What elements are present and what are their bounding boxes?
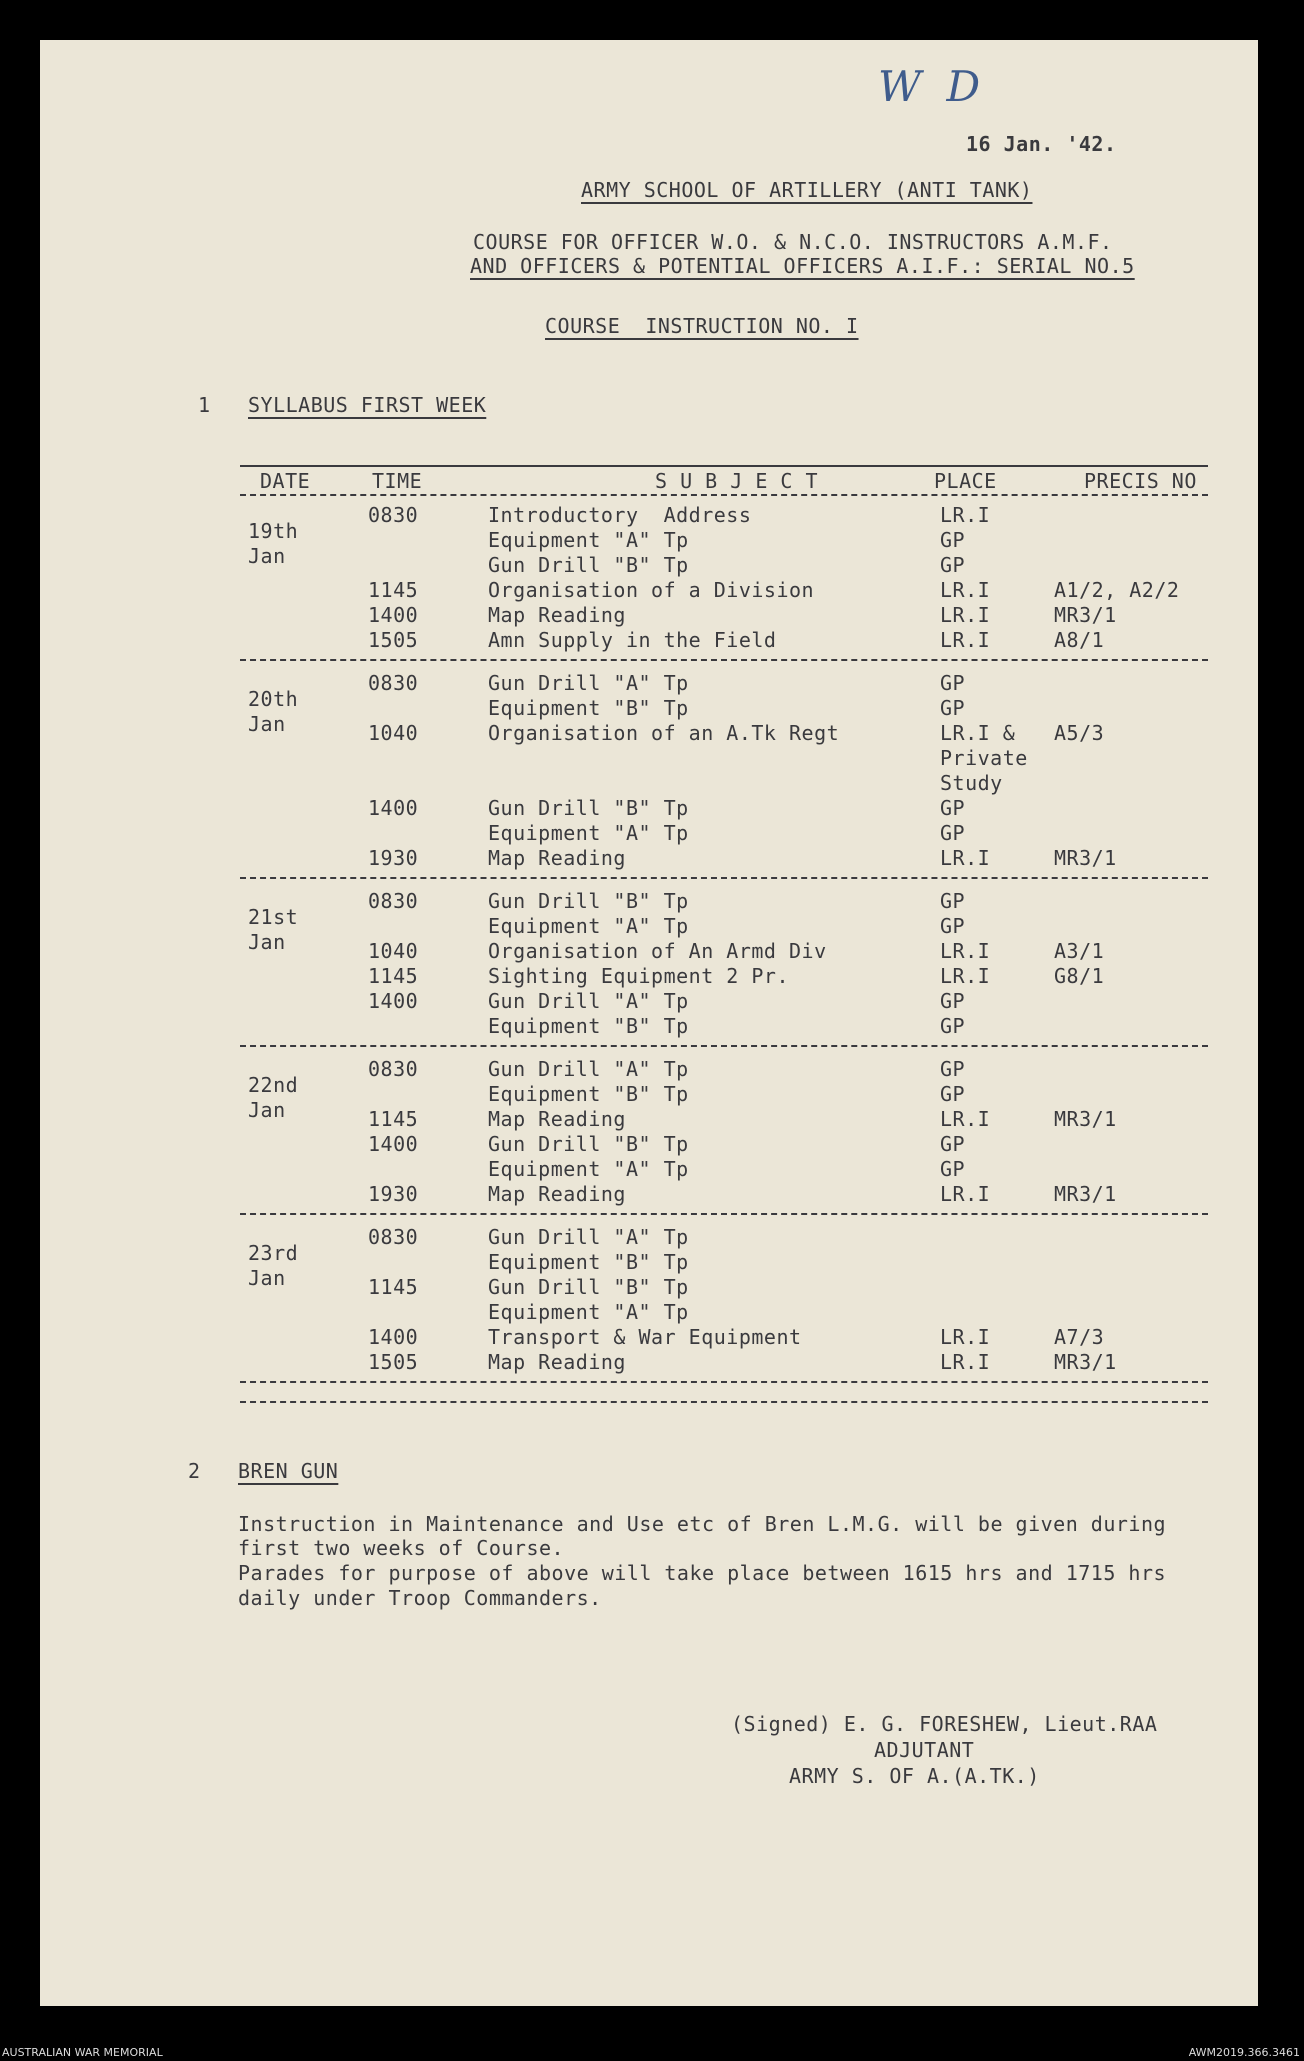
cell-place: GP xyxy=(940,1132,966,1156)
cell-place: GP xyxy=(940,889,966,913)
cell-place: LR.I xyxy=(940,1182,991,1206)
document-date: 16 Jan. '42. xyxy=(966,132,1117,156)
cell-subject: Map Reading xyxy=(488,1107,626,1131)
cell-place: GP xyxy=(940,553,966,577)
cell-time: 1505 xyxy=(368,628,419,652)
cell-place: GP xyxy=(940,528,966,552)
cell-place: GP xyxy=(940,989,966,1013)
cell-subject: Transport & War Equipment xyxy=(488,1325,802,1349)
cell-place: GP xyxy=(940,914,966,938)
cell-subject: Sighting Equipment 2 Pr. xyxy=(488,964,789,988)
cell-subject: Equipment "A" Tp xyxy=(488,528,689,552)
section-2-number: 2 xyxy=(188,1459,201,1483)
cell-subject: Gun Drill "A" Tp xyxy=(488,671,689,695)
cell-place: GP xyxy=(940,1057,966,1081)
cell-subject: Gun Drill "B" Tp xyxy=(488,1132,689,1156)
cell-precis: A8/1 xyxy=(1054,628,1105,652)
cell-subject: Equipment "A" Tp xyxy=(488,821,689,845)
cell-date: 22nd xyxy=(248,1073,299,1097)
table-divider xyxy=(240,659,1208,661)
handwritten-note: W D xyxy=(878,62,987,111)
cell-date: 21st xyxy=(248,905,299,929)
cell-place: LR.I xyxy=(940,1350,991,1374)
cell-precis: G8/1 xyxy=(1054,964,1105,988)
header-time: TIME xyxy=(372,469,423,493)
bren-text-line: daily under Troop Commanders. xyxy=(238,1586,602,1610)
cell-subject: Equipment "B" Tp xyxy=(488,696,689,720)
cell-place: GP xyxy=(940,696,966,720)
cell-subject: Map Reading xyxy=(488,1182,626,1206)
cell-subject: Gun Drill "B" Tp xyxy=(488,889,689,913)
cell-time: 1400 xyxy=(368,796,419,820)
cell-time: 0830 xyxy=(368,889,419,913)
cell-precis: A1/2, A2/2 xyxy=(1054,578,1180,602)
cell-date: Jan xyxy=(248,712,286,736)
cell-place: LR.I xyxy=(940,503,991,527)
header-subject: S U B J E C T xyxy=(655,469,819,493)
signature-line: (Signed) E. G. FORESHEW, Lieut.RAA xyxy=(731,1712,1158,1736)
cell-date: 20th xyxy=(248,687,299,711)
table-divider xyxy=(240,1213,1208,1215)
header-date: DATE xyxy=(260,469,311,493)
footer-right: AWM2019.366.3461 xyxy=(1188,2046,1300,2059)
cell-place: Study xyxy=(940,771,1003,795)
cell-date: Jan xyxy=(248,930,286,954)
course-line-1: COURSE FOR OFFICER W.O. & N.C.O. INSTRUCTORS A.M.F. xyxy=(473,230,1113,254)
school-title: ARMY SCHOOL OF ARTILLERY (ANTI TANK) xyxy=(581,178,1033,202)
footer-left: AUSTRALIAN WAR MEMORIAL xyxy=(2,2046,163,2059)
cell-subject: Gun Drill "B" Tp xyxy=(488,796,689,820)
cell-time: 1400 xyxy=(368,603,419,627)
bren-text-line: Instruction in Maintenance and Use etc of Bren L.M.G. will be given during xyxy=(238,1512,1167,1536)
cell-place: LR.I xyxy=(940,578,991,602)
cell-place: GP xyxy=(940,1082,966,1106)
cell-time: 1505 xyxy=(368,1350,419,1374)
cell-place: GP xyxy=(940,671,966,695)
section-2-title: BREN GUN xyxy=(238,1459,339,1483)
cell-time: 1400 xyxy=(368,989,419,1013)
signature-unit: ARMY S. OF A.(A.TK.) xyxy=(789,1764,1040,1788)
signature-rank: ADJUTANT xyxy=(874,1738,975,1762)
cell-subject: Gun Drill "B" Tp xyxy=(488,1275,689,1299)
cell-time: 0830 xyxy=(368,671,419,695)
section-1-number: 1 xyxy=(198,393,211,417)
cell-subject: Amn Supply in the Field xyxy=(488,628,777,652)
table-divider xyxy=(240,1381,1208,1383)
table-divider xyxy=(240,1045,1208,1047)
cell-precis: MR3/1 xyxy=(1054,846,1117,870)
header-precis: PRECIS NO xyxy=(1084,469,1197,493)
table-divider xyxy=(240,1401,1208,1403)
bren-text-line: first two weeks of Course. xyxy=(238,1536,565,1560)
cell-precis: A5/3 xyxy=(1054,721,1105,745)
cell-time: 0830 xyxy=(368,1225,419,1249)
cell-subject: Organisation of An Armd Div xyxy=(488,939,827,963)
cell-time: 0830 xyxy=(368,1057,419,1081)
table-divider xyxy=(240,494,1208,496)
cell-place: LR.I xyxy=(940,964,991,988)
cell-subject: Gun Drill "A" Tp xyxy=(488,1225,689,1249)
cell-subject: Map Reading xyxy=(488,603,626,627)
cell-time: 1145 xyxy=(368,1107,419,1131)
cell-subject: Gun Drill "A" Tp xyxy=(488,989,689,1013)
cell-subject: Equipment "A" Tp xyxy=(488,1300,689,1324)
cell-place: GP xyxy=(940,1014,966,1038)
course-line-2: AND OFFICERS & POTENTIAL OFFICERS A.I.F.: SERIAL NO.5 xyxy=(470,254,1135,278)
cell-date: 19th xyxy=(248,519,299,543)
cell-time: 1040 xyxy=(368,721,419,745)
cell-place: LR.I xyxy=(940,603,991,627)
instruction-title: COURSE INSTRUCTION NO. I xyxy=(545,314,859,338)
cell-time: 1145 xyxy=(368,964,419,988)
cell-place: LR.I xyxy=(940,939,991,963)
cell-place: LR.I xyxy=(940,628,991,652)
cell-place: LR.I xyxy=(940,1325,991,1349)
cell-place: LR.I & xyxy=(940,721,1016,745)
cell-date: Jan xyxy=(248,1098,286,1122)
cell-date: Jan xyxy=(248,544,286,568)
table-divider xyxy=(240,465,1208,467)
cell-time: 1145 xyxy=(368,578,419,602)
cell-subject: Equipment "B" Tp xyxy=(488,1014,689,1038)
cell-precis: MR3/1 xyxy=(1054,603,1117,627)
cell-time: 1930 xyxy=(368,1182,419,1206)
cell-precis: A3/1 xyxy=(1054,939,1105,963)
cell-time: 1040 xyxy=(368,939,419,963)
cell-subject: Organisation of an A.Tk Regt xyxy=(488,721,840,745)
cell-subject: Equipment "B" Tp xyxy=(488,1250,689,1274)
cell-subject: Introductory Address xyxy=(488,503,752,527)
bren-text-line: Parades for purpose of above will take place between 1615 hrs and 1715 hrs xyxy=(238,1561,1167,1585)
cell-place: LR.I xyxy=(940,1107,991,1131)
cell-precis: A7/3 xyxy=(1054,1325,1105,1349)
cell-time: 0830 xyxy=(368,503,419,527)
cell-precis: MR3/1 xyxy=(1054,1182,1117,1206)
section-1-title: SYLLABUS FIRST WEEK xyxy=(248,393,487,417)
cell-place: GP xyxy=(940,821,966,845)
cell-time: 1930 xyxy=(368,846,419,870)
cell-date: 23rd xyxy=(248,1241,299,1265)
cell-place: Private xyxy=(940,746,1028,770)
cell-place: GP xyxy=(940,796,966,820)
header-place: PLACE xyxy=(934,469,997,493)
cell-date: Jan xyxy=(248,1266,286,1290)
cell-subject: Equipment "B" Tp xyxy=(488,1082,689,1106)
table-divider xyxy=(240,877,1208,879)
cell-subject: Equipment "A" Tp xyxy=(488,1157,689,1181)
cell-subject: Map Reading xyxy=(488,1350,626,1374)
cell-place: LR.I xyxy=(940,846,991,870)
cell-time: 1400 xyxy=(368,1325,419,1349)
cell-precis: MR3/1 xyxy=(1054,1350,1117,1374)
cell-subject: Equipment "A" Tp xyxy=(488,914,689,938)
cell-subject: Organisation of a Division xyxy=(488,578,815,602)
cell-time: 1400 xyxy=(368,1132,419,1156)
cell-time: 1145 xyxy=(368,1275,419,1299)
cell-precis: MR3/1 xyxy=(1054,1107,1117,1131)
cell-subject: Map Reading xyxy=(488,846,626,870)
cell-subject: Gun Drill "B" Tp xyxy=(488,553,689,577)
cell-place: GP xyxy=(940,1157,966,1181)
cell-subject: Gun Drill "A" Tp xyxy=(488,1057,689,1081)
